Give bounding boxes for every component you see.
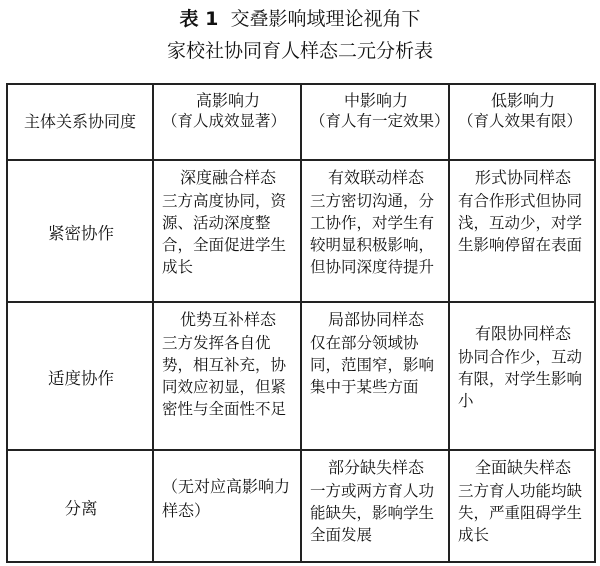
column-header-high (153, 84, 301, 160)
table-cell (449, 450, 595, 562)
table-row (7, 450, 595, 562)
table-cell (301, 160, 449, 302)
cell-title: 有效联动样态 (327, 168, 424, 187)
cell-body: 三方密切沟通，分工协作，对学生有较明显积极影响，但协同深度待提升 (310, 192, 435, 276)
table-row (7, 302, 595, 450)
cell-title: 全面缺失样态 (474, 458, 571, 477)
table-number: 表 1 (179, 8, 219, 30)
caption-title-line-2: 家校社协同育人样态二元分析表 (166, 40, 433, 62)
cell-title: 深度融合样态 (179, 168, 276, 187)
column-note: （育人效果有限） (458, 112, 583, 130)
table-cell (153, 450, 301, 562)
table-row (7, 160, 595, 302)
row-label: 紧密协作 (7, 160, 153, 302)
cell-body: 一方或两方育人功能缺失，影响学生全面发展 (310, 482, 435, 544)
cell-title: 优势互补样态 (179, 310, 276, 329)
cell-body: 三方高度协同，资源、活动深度整合，全面促进学生成长 (162, 192, 287, 276)
cell-body: 三方发挥各自优势，相互补充，协同效应初显，但紧密性与全面性不足 (162, 334, 287, 418)
table-cell (301, 450, 449, 562)
cell-title: 部分缺失样态 (327, 458, 424, 477)
row-label: 适度协作 (7, 302, 153, 450)
caption-title-line-1: 交叠影响域理论视角下 (230, 8, 421, 30)
column-note: （育人成效显著） (162, 112, 287, 130)
corner-header: 主体关系协同度 (7, 84, 153, 160)
table-cell (153, 302, 301, 450)
analysis-table (6, 83, 596, 563)
cell-body: （无对应高影响力样态） (162, 477, 291, 520)
table-cell (449, 302, 595, 450)
cell-body: 三方育人功能均缺失，严重阻碍学生成长 (458, 482, 583, 544)
table-cell (301, 302, 449, 450)
cell-title: 形式协同样态 (474, 168, 571, 187)
column-title: 低影响力 (490, 91, 555, 110)
table-cell (449, 160, 595, 302)
table-header-row (7, 84, 595, 160)
caption-line-1 (0, 6, 600, 32)
column-header-medium (301, 84, 449, 160)
column-title: 中影响力 (343, 91, 408, 110)
cell-body: 协同合作少，互动有限，对学生影响小 (458, 348, 583, 410)
cell-body: 仅在部分领域协同，范围窄，影响集中于某些方面 (310, 334, 435, 396)
table-cell (153, 160, 301, 302)
column-title: 高影响力 (195, 91, 260, 110)
column-note: （育人有一定效果） (310, 112, 450, 130)
row-label: 分离 (7, 450, 153, 562)
cell-body: 有合作形式但协同浅，互动少，对学生影响停留在表面 (458, 192, 583, 254)
cell-title: 有限协同样态 (474, 324, 571, 343)
column-header-low (449, 84, 595, 160)
cell-title: 局部协同样态 (327, 310, 424, 329)
